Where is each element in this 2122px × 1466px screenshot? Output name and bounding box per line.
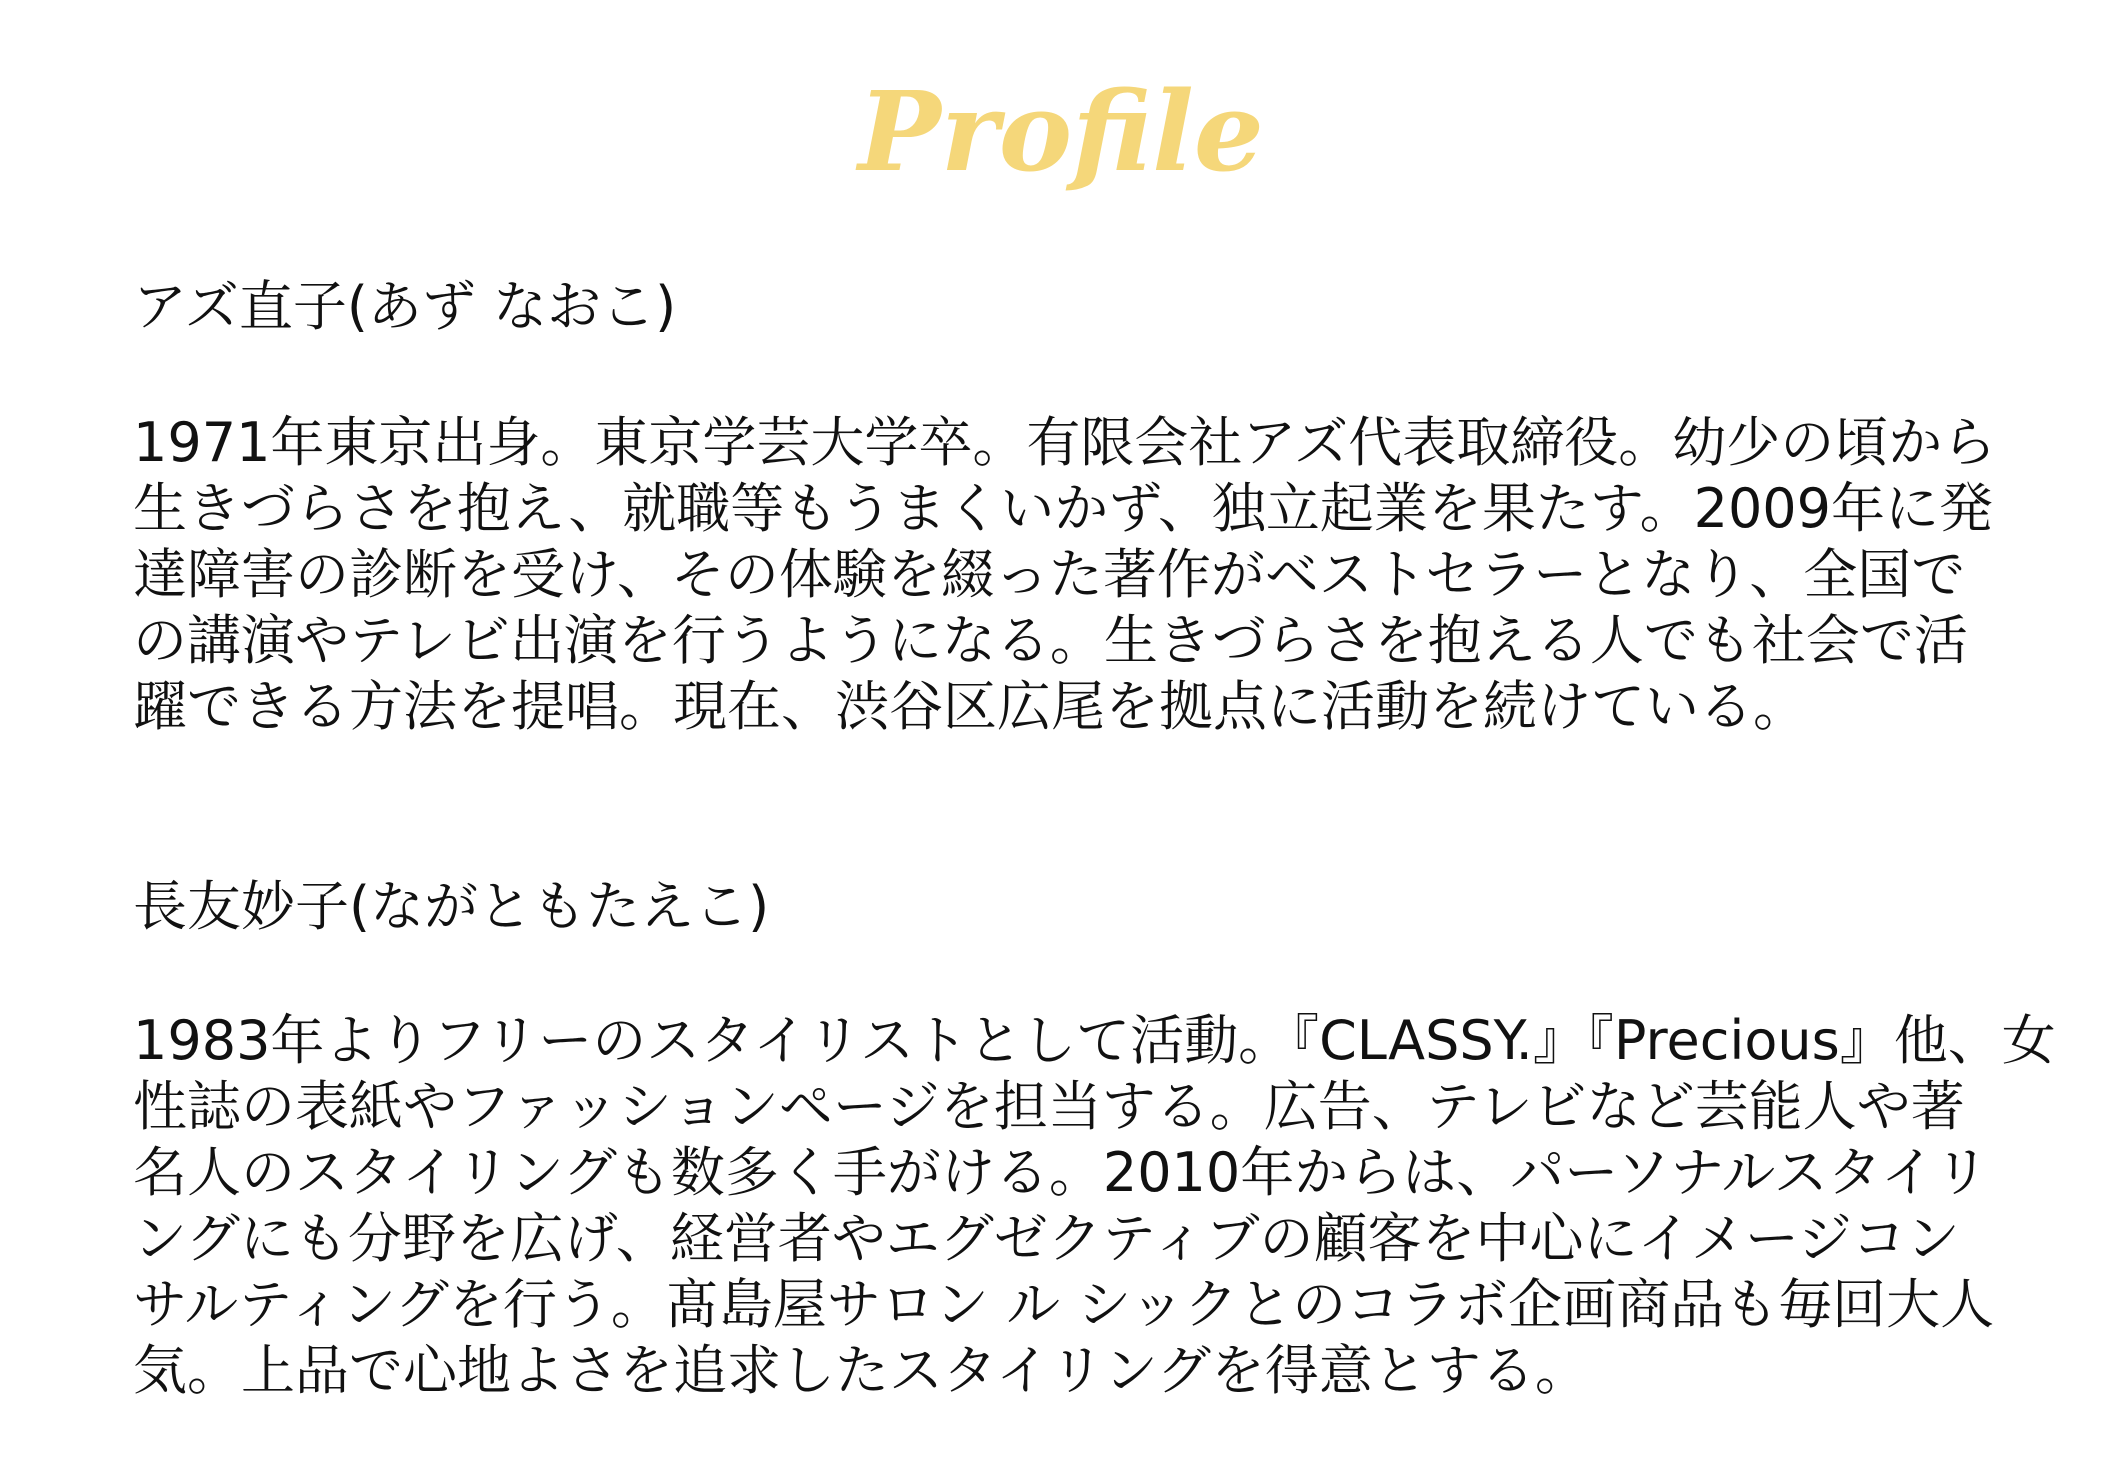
bio-line: 性誌の表紙やファッションページを担当する。広告、テレビなど芸能人や著	[133, 1075, 1965, 1138]
bio-line: の講演やテレビ出演を行うようになる。生きづらさを抱える人でも社会で活	[133, 609, 1968, 672]
bio-line: 名人のスタイリングも数多く手がける。2010年からは、パーソナルスタイリ	[133, 1141, 1989, 1204]
bio-line: 躍できる方法を提唱。現在、渋谷区広尾を拠点に活動を続けている。	[133, 675, 1807, 738]
page-title: Profile	[858, 67, 1264, 196]
profile-name-nagatomo: 長友妙子(ながともたえこ)	[133, 875, 770, 938]
profile-name-azu: アズ直子(あず なおこ)	[133, 275, 677, 338]
profile-bio-nagatomo	[133, 1008, 2056, 1404]
bio-line: 達障害の診断を受け、その体験を綴った著作がベストセラーとなり、全国で	[133, 543, 1966, 606]
bio-line: 1971年東京出身。東京学芸大学卒。有限会社アズ代表取締役。幼少の頃から	[133, 411, 1997, 474]
bio-line: 気。上品で心地よさを追求したスタイリングを得意とする。	[133, 1339, 1589, 1402]
bio-line: ングにも分野を広げ、経営者やエグゼクティブの顧客を中心にイメージコン	[133, 1207, 1960, 1270]
bio-line: 生きづらさを抱え、就職等もうまくいかず、独立起業を果たす。2009年に発	[133, 477, 1994, 540]
bio-line: 1983年よりフリーのスタイリストとして活動。『CLASSY.』『Precious』他、女	[133, 1009, 2056, 1072]
bio-line: サルティングを行う。髙島屋サロン ル シックとのコラボ企画商品も毎回大人	[133, 1273, 1995, 1336]
profile-bio-azu	[133, 410, 2053, 740]
